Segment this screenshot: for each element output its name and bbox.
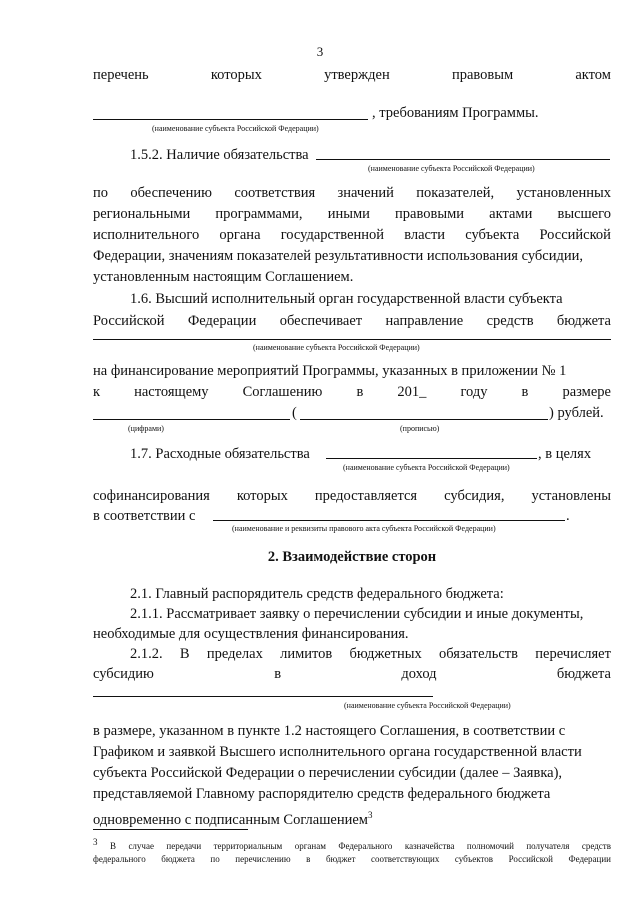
field-caption: (прописью)	[400, 424, 440, 433]
paragraph-line: субсидию в доход бюджета	[93, 666, 611, 682]
paragraph-line: 2.1.1. Рассматривает заявку о перечислении субсидии и иные документы,	[130, 606, 584, 622]
field-caption: (наименование субъекта Российской Федерации)	[344, 701, 511, 710]
field-caption: (наименование субъекта Российской Федерации)	[152, 124, 319, 133]
paragraph-line: на финансирование мероприятий Программы, указанных в приложении № 1	[93, 363, 567, 379]
page-number: 3	[316, 44, 324, 59]
fill-in-blank	[93, 696, 433, 697]
field-caption: (цифрами)	[128, 424, 164, 433]
paragraph-line: 1.6. Высший исполнительный орган государственной власти субъекта	[130, 291, 563, 307]
paragraph-line: к настоящему Соглашению в 201_ году в размере	[93, 384, 611, 400]
field-caption: (наименование субъекта Российской Федерации)	[343, 463, 510, 472]
paragraph-line: Федерации, значениям показателей результативности использования субсидии,	[93, 248, 583, 264]
paragraph-line: в размере, указанном в пункте 1.2 настоящего Соглашения, в соответствии с	[93, 723, 566, 739]
paragraph-line: по обеспечению соответствия значений показателей, установленных	[93, 185, 611, 201]
section-heading: 2. Взаимодействие сторон	[267, 549, 437, 565]
fill-in-blank	[326, 458, 537, 459]
paragraph-tail: , требованиям Программы.	[372, 105, 539, 121]
field-caption: (наименование субъекта Российской Федерации)	[253, 343, 420, 352]
paragraph-line: исполнительного органа государственной власти субъекта Российской	[93, 227, 611, 243]
paragraph-line: установленным настоящим Соглашением.	[93, 269, 354, 285]
paragraph-line: региональными программами, иными правовыми актами высшего	[93, 206, 611, 222]
paragraph-line: 2.1.2. В пределах лимитов бюджетных обязательств перечисляет	[130, 646, 611, 662]
clause-label: 1.5.2. Наличие обязательства	[130, 147, 309, 163]
paragraph-line: необходимые для осуществления финансирования.	[93, 626, 409, 642]
paragraph-line: софинансирования которых предоставляется субсидия, установлены	[93, 488, 611, 504]
paragraph-line: 2.1. Главный распорядитель средств федерального бюджета:	[130, 586, 504, 602]
paragraph-line: перечень которых утвержден правовым актом	[93, 67, 611, 83]
fill-in-blank	[93, 119, 368, 120]
footnote: $^3$ В случае передачи территориальным органам Федерального казначейства полномочий получателя средств федерального бюджета по перечислению в бюджет соответствующих субъектов Российской Федерации	[93, 837, 611, 864]
fill-in-blank-words	[300, 419, 548, 420]
field-caption: (наименование субъекта Российской Федерации)	[368, 164, 535, 173]
paragraph-line: представляемой Главному распорядителю средств федерального бюджета	[93, 786, 551, 802]
document-page: 3 перечень которых утвержден правовым актом , требованиям Программы. (наименование субъекта Российской Федерации) 1.5.2. Наличие обязательства (наименование субъекта Российской Федерации) по обеспечению соответствия значений показателей, установленных региональными программами, иными правовыми актами высшего исполнительного органа государственной власти субъекта Российской Федерации, значениям показателей результативности использования субсидии, установленным настоящим Соглашением. 1.6. Высший исполнительный орган государственной власти субъекта Российской Федерации обеспечивает направление средств бюджета (наименование субъекта Российской Федерации) на финансирование мероприятий Программы, указанных в приложении № 1 к настоящему Соглашению в 201_ году в размере ( ) рублей. (цифрами) (прописью) 1.7. Расходные обязательства , в целях (наименование субъекта Российской Федерации) софинансирования которых предоставляется субсидия, установлены в соответствии с . (наименование и реквизиты правового акта субъекта Российской Федерации) 2. Взаимодействие сторон 2.1. Главный распорядитель средств федерального бюджета: 2.1.1. Рассматривает заявку о перечислении субсидии и иные документы, необходимые для осуществления финансирования. 2.1.2. В пределах лимитов бюджетных обязательств перечисляет субсидию в доход бюджета (наименование субъекта Российской Федерации) в размере, указанном в пункте 1.2 настоящего Соглашения, в соответствии с Графиком и заявкой Высшего исполнительного органа государственной власти субъекта Российской Федерации о перечислении субсидии (далее – Заявка), представляемой Главному распорядителю средств федерального бюджета одновременно с подписанным Соглашением$^3$ $^3$ В случае передачи территориальным органам Федерального казначейства полномочий получателя средств федерального бюджета по перечислению в бюджет соответствующих субъектов Российской Федерации	[0, 0, 640, 905]
paragraph-line: субъекта Российской Федерации о перечислении субсидии (далее – Заявка),	[93, 765, 563, 781]
fill-in-blank	[316, 159, 610, 160]
fill-in-blank	[213, 520, 565, 521]
fill-in-blank	[93, 339, 611, 340]
field-caption: (наименование и реквизиты правового акта субъекта Российской Федерации)	[232, 524, 496, 533]
fill-in-blank-digits	[93, 419, 290, 420]
clause-label: 1.7. Расходные обязательства	[130, 446, 310, 462]
paragraph-line: одновременно с подписанным Соглашением$^3$	[93, 810, 373, 828]
paragraph-line: Графиком и заявкой Высшего исполнительного органа государственной власти	[93, 744, 582, 760]
footnote-separator	[93, 829, 248, 830]
footnote-ref: 3	[367, 810, 373, 820]
paragraph-line: Российской Федерации обеспечивает направление средств бюджета	[93, 313, 611, 329]
